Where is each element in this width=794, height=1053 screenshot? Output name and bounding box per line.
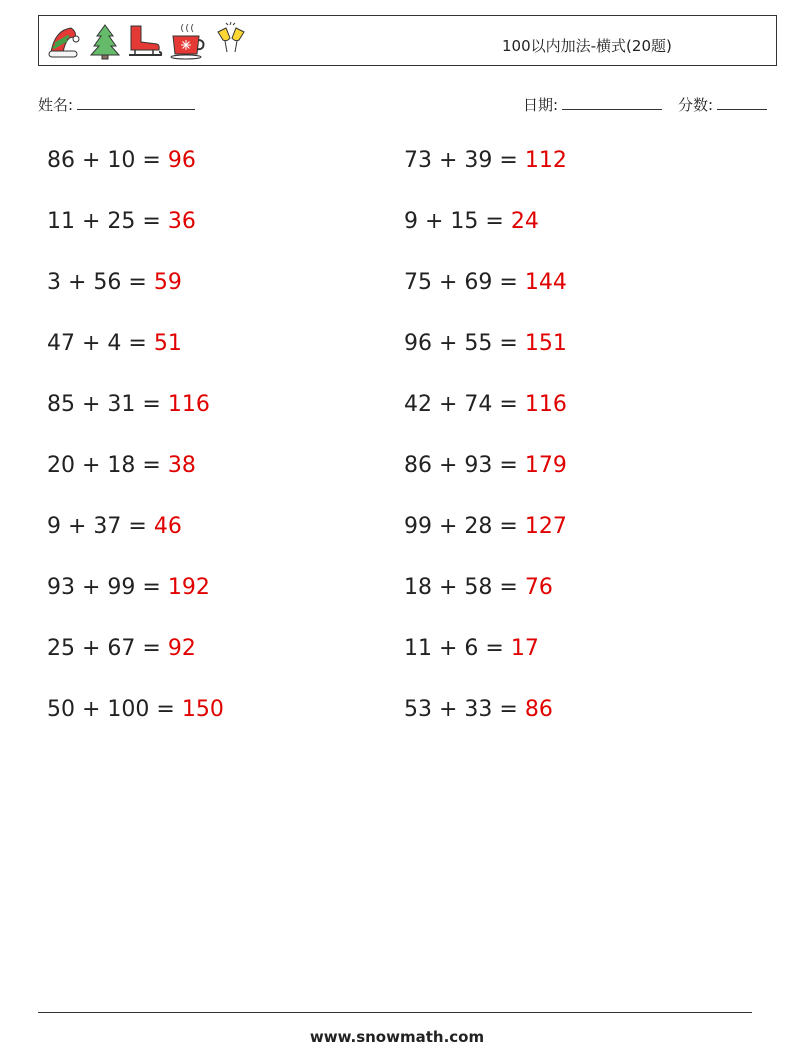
problem-question: 9 + 37 = [47,514,154,539]
problem-question: 86 + 93 = [404,453,525,478]
problem-answer: 86 [524,697,553,722]
name-label: 姓名: [38,96,74,114]
problem-item [47,697,224,722]
problem-question: 93 + 99 = [47,575,168,600]
problem-answer: 36 [167,209,196,234]
problem-answer: 51 [153,331,182,356]
problem-item [47,575,210,600]
problem-item [404,575,553,600]
header-icons [45,22,249,60]
score-blank[interactable] [717,95,767,110]
date-label: 日期: [523,96,559,114]
problem-answer: 38 [167,453,196,478]
problem-question: 86 + 10 = [47,148,168,173]
problem-item [47,514,182,539]
problem-answer: 76 [524,575,553,600]
problem-answer: 24 [510,209,539,234]
problem-answer: 127 [524,514,567,539]
problem-item [47,270,182,295]
problem-answer: 144 [524,270,567,295]
problem-item [404,148,567,173]
date-blank[interactable] [562,95,662,110]
page-title: 100以内加法-横式(20题) [502,37,672,55]
problem-answer: 192 [167,575,210,600]
christmas-tree-icon [89,22,121,60]
problem-answer: 92 [167,636,196,661]
problem-question: 3 + 56 = [47,270,154,295]
problem-question: 9 + 15 = [404,209,511,234]
problem-question: 73 + 39 = [404,148,525,173]
problem-item [47,209,196,234]
problem-item [404,514,567,539]
santa-hat-icon [45,22,83,60]
problem-answer: 112 [524,148,567,173]
problem-item [404,636,539,661]
problem-answer: 116 [524,392,567,417]
hot-cocoa-icon [169,22,207,60]
footer-url[interactable]: www.snowmath.com [309,1028,485,1046]
problem-item [47,331,182,356]
champagne-glasses-icon [213,22,249,60]
problem-question: 96 + 55 = [404,331,525,356]
name-blank[interactable] [77,95,195,110]
problem-question: 85 + 31 = [47,392,168,417]
problem-question: 11 + 6 = [404,636,511,661]
score-field [678,94,767,115]
problem-answer: 150 [181,697,224,722]
problem-question: 25 + 67 = [47,636,168,661]
problem-item [404,270,567,295]
problem-item [404,331,567,356]
name-field [38,94,195,115]
problem-item [404,392,567,417]
problem-item [404,209,539,234]
problem-question: 18 + 58 = [404,575,525,600]
problem-answer: 116 [167,392,210,417]
problem-question: 42 + 74 = [404,392,525,417]
problem-question: 50 + 100 = [47,697,182,722]
problem-question: 99 + 28 = [404,514,525,539]
problem-answer: 179 [524,453,567,478]
problem-answer: 17 [510,636,539,661]
problem-question: 53 + 33 = [404,697,525,722]
problem-question: 11 + 25 = [47,209,168,234]
problem-answer: 59 [153,270,182,295]
problem-item [47,636,196,661]
problem-question: 20 + 18 = [47,453,168,478]
problem-question: 47 + 4 = [47,331,154,356]
footer-divider [38,1012,752,1013]
problem-answer: 151 [524,331,567,356]
problem-answer: 46 [153,514,182,539]
problem-item [404,453,567,478]
problem-item [404,697,553,722]
problem-answer: 96 [167,148,196,173]
problem-item [47,453,196,478]
score-label: 分数: [678,96,714,114]
problem-item [47,392,210,417]
date-field [523,94,662,115]
worksheet-header [38,15,777,66]
ice-skate-icon [127,22,163,60]
problem-question: 75 + 69 = [404,270,525,295]
problem-item [47,148,196,173]
